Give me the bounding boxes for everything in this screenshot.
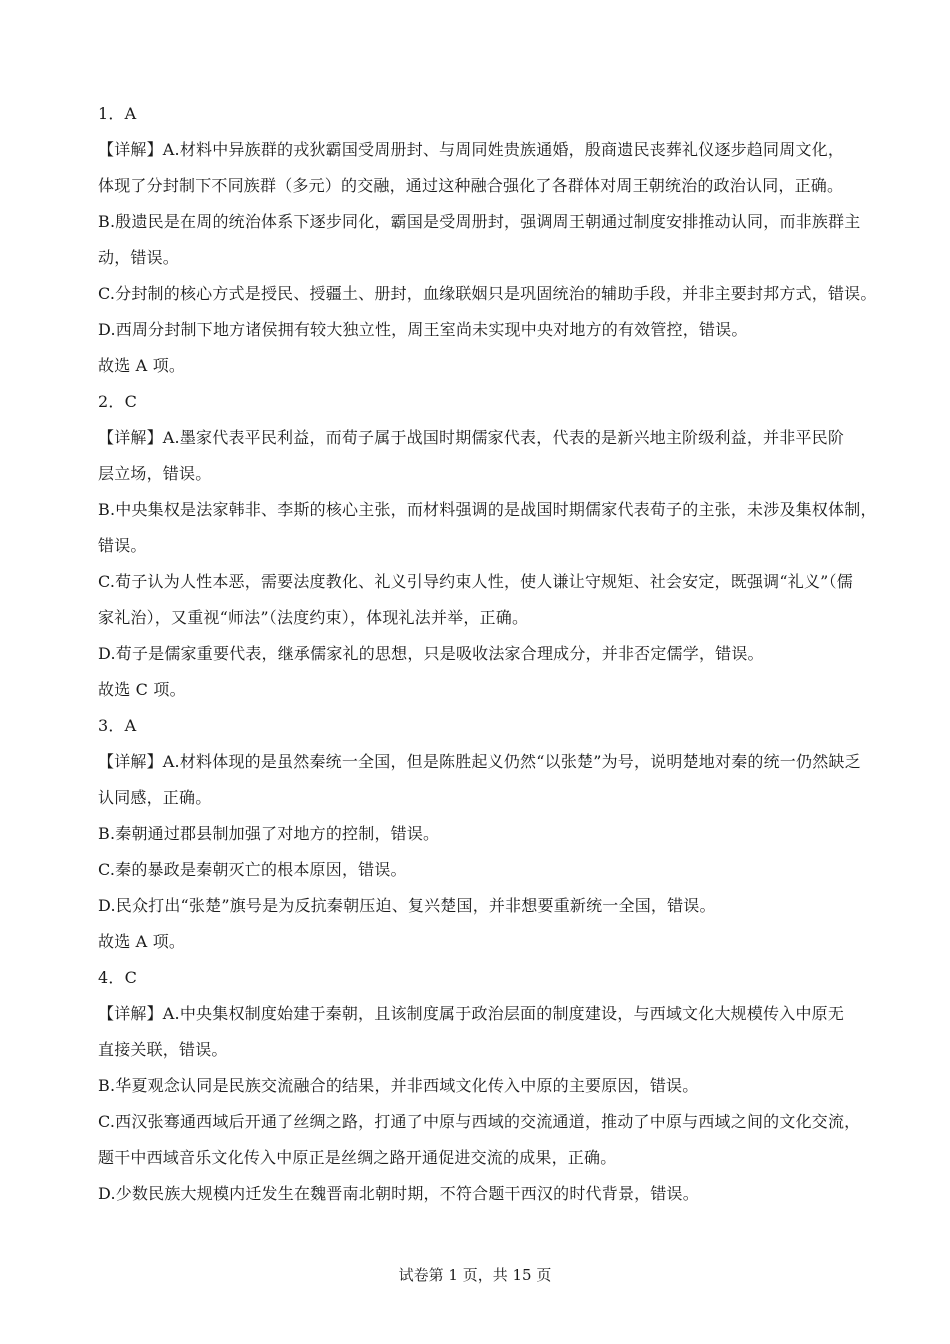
answer-line: 题干中西域音乐文化传入中原正是丝绸之路开通促进交流的成果，正确。 [98,1148,617,1167]
answer-line: B.中央集权是法家韩非、李斯的核心主张，而材料强调的是战国时期儒家代表荀子的主张，未涉及集权体制， [98,500,877,519]
answer-line: D.少数民族大规模内迁发生在魏晋南北朝时期，不符合题干西汉的时代背景，错误。 [98,1184,699,1203]
page-footer: 试卷第 1 页，共 15 页 [398,1266,552,1284]
answer-conclusion: 故选 A 项。 [98,356,186,375]
answer-line: 【详解】A.墨家代表平民利益，而荀子属于战国时期儒家代表，代表的是新兴地主阶级利益，并非平民阶 [98,428,845,447]
answer-line: D.民众打出“张楚”旗号是为反抗秦朝压迫、复兴楚国，并非想要重新统一全国，错误。 [98,896,716,915]
answer-line: B.秦朝通过郡县制加强了对地方的控制，错误。 [98,824,440,843]
answer-line: B.华夏观念认同是民族交流融合的结果，并非西域文化传入中原的主要原因，错误。 [98,1076,699,1095]
answer-line: 错误。 [98,536,147,555]
answer-line: 层立场，错误。 [98,464,212,483]
answer-line: C.分封制的核心方式是授民、授疆土、册封，血缘联姻只是巩固统治的辅助手段，并非主要封邦方式，错误。 [98,284,877,303]
question-number: 1．A [98,104,137,123]
document-page [98,96,877,1212]
question-number: 2．C [98,392,138,411]
answer-conclusion: 故选 C 项。 [98,680,186,699]
answer-line: B.殷遗民是在周的统治体系下逐步同化，霸国是受周册封，强调周王朝通过制度安排推动认同，而非族群主 [98,212,861,231]
answer-conclusion: 故选 A 项。 [98,932,186,951]
answer-line: D.西周分封制下地方诸侯拥有较大独立性，周王室尚未实现中央对地方的有效管控，错误。 [98,320,748,339]
answer-line: 【详解】A.材料中异族群的戎狄霸国受周册封、与周同姓贵族通婚，殷商遗民丧葬礼仪逐步趋同周文化， [98,140,845,159]
answer-line: C.秦的暴政是秦朝灭亡的根本原因，错误。 [98,860,407,879]
answer-line: 【详解】A.中央集权制度始建于秦朝，且该制度属于政治层面的制度建设，与西域文化大规模传入中原无 [98,1004,845,1023]
answer-line: C.荀子认为人性本恶，需要法度教化、礼义引导约束人性，使人谦让守规矩、社会安定，既强调“礼义”（儒 [98,572,853,591]
answer-line: 直接关联，错误。 [98,1040,228,1059]
answer-line: D.荀子是儒家重要代表，继承儒家礼的思想，只是吸收法家合理成分，并非否定儒学，错误。 [98,644,764,663]
answer-line: 【详解】A.材料体现的是虽然秦统一全国，但是陈胜起义仍然“以张楚”为号，说明楚地对秦的统一仍然缺乏 [98,752,861,771]
answer-line: 认同感，正确。 [98,788,212,807]
question-number: 3．A [98,716,137,735]
answer-line: 家礼治），又重视“师法”（法度约束），体现礼法并举，正确。 [98,608,529,627]
answer-line: 体现了分封制下不同族群（多元）的交融，通过这种融合强化了各群体对周王朝统治的政治认同，正确。 [98,176,844,195]
answer-line: 动，错误。 [98,248,180,267]
question-number: 4．C [98,968,138,987]
answer-line: C.西汉张骞通西域后开通了丝绸之路，打通了中原与西域的交流通道，推动了中原与西域之间的文化交流， [98,1112,861,1131]
